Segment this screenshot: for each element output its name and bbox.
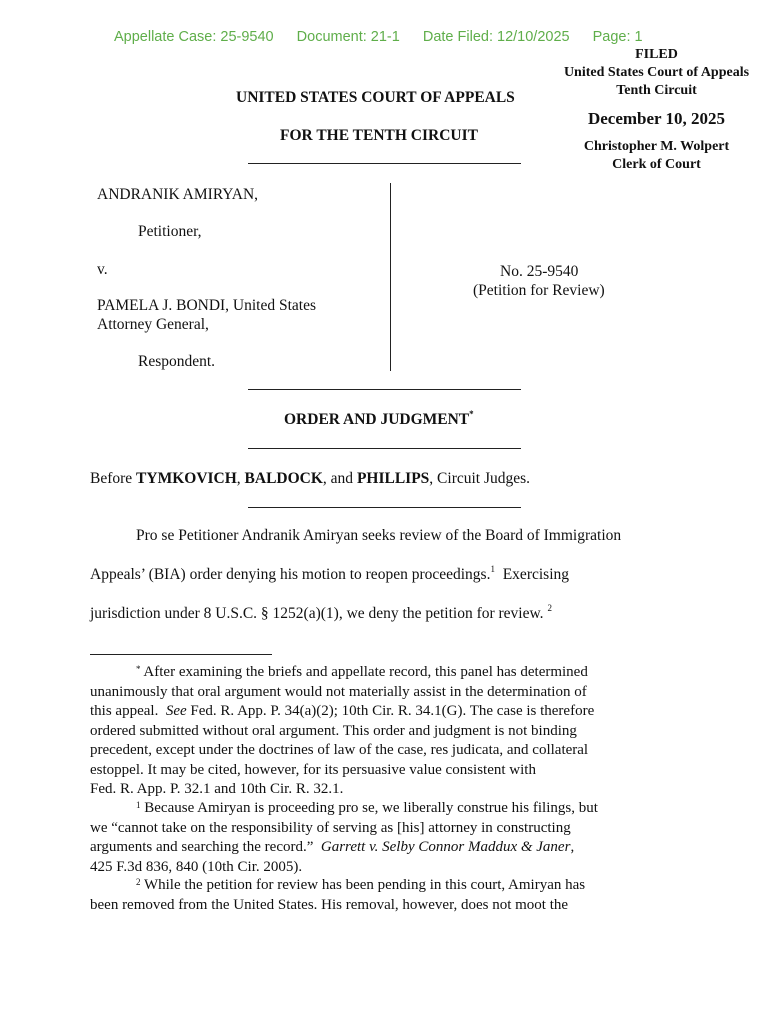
respondent-role: Respondent.: [138, 353, 216, 370]
body-line2-text: Appeals’ (BIA) order denying his motion to reopen proceedings.: [90, 566, 491, 583]
footnote-1: [90, 799, 598, 877]
filed-block: [549, 46, 764, 174]
footnote-star-see: See: [165, 703, 187, 719]
footnote-star-l3a: this appeal.: [90, 703, 166, 719]
case-number: No. 25-9540: [500, 263, 579, 280]
order-title: [284, 411, 474, 429]
footnote-star: [90, 663, 594, 800]
order-title-text: ORDER AND JUDGMENT: [284, 411, 470, 428]
footnote-1-l2: we “cannot take on the responsibility of serving as [his] attorney in constructing: [90, 819, 571, 836]
footnote-1-l3a: arguments and searching the record.”: [90, 839, 321, 855]
footnote-2-l2: been removed from the United States. His removal, however, does not moot the: [90, 896, 569, 913]
footnote-1-l1: Because Amiryan is proceeding pro se, we liberally construe his filings, but: [140, 800, 598, 816]
body-line3: [90, 605, 552, 623]
footnote-star-l1: After examining the briefs and appellate record, this panel has determined: [140, 664, 588, 680]
footnote-star-l3b: Fed. R. App. P. 34(a)(2); 10th Cir. R. 34.1(G). The case is therefore: [186, 703, 595, 719]
stamp-case: Appellate Case: 25-9540: [114, 29, 274, 45]
divider-top: [248, 163, 521, 164]
footnote-1-l3: [90, 838, 598, 858]
footnote-1-l3b: ,: [570, 839, 575, 855]
stamp-page: Page: 1: [592, 29, 643, 45]
footnote-separator: [90, 654, 272, 655]
court-name-line2: FOR THE TENTH CIRCUIT: [280, 127, 478, 144]
petitioner-name: ANDRANIK AMIRYAN,: [97, 186, 259, 203]
divider-order: [248, 448, 521, 449]
respondent-line1: PAMELA J. BONDI, United States: [97, 297, 317, 314]
versus: v.: [97, 261, 108, 278]
footnote-star-l4: ordered submitted without oral argument. This order and judgment is not binding: [90, 722, 577, 739]
stamp-document: Document: 21-1: [296, 29, 400, 45]
footnote-star-l2: unanimously that oral argument would not materially assist in the determination of: [90, 683, 587, 700]
filed-court: United States Court of Appeals: [563, 65, 750, 80]
court-name-line1: UNITED STATES COURT OF APPEALS: [236, 89, 515, 106]
footnote-2: [90, 876, 585, 915]
respondent-line2: Attorney General,: [97, 316, 209, 333]
footnote-ref-2: 2: [547, 603, 552, 613]
body-line3-text: jurisdiction under 8 U.S.C. § 1252(a)(1), we deny the petition for review.: [90, 605, 544, 622]
footnote-1-mark: 1: [136, 800, 141, 810]
judge-phillips: PHILLIPS: [356, 470, 430, 487]
footnote-star-l6: estoppel. It may be cited, however, for its persuasive value consistent with: [90, 761, 536, 778]
judge-baldock: BALDOCK: [244, 470, 323, 487]
panel-suffix: , Circuit Judges.: [429, 470, 531, 487]
filed-circuit: Tenth Circuit: [616, 83, 697, 98]
clerk-title: Clerk of Court: [612, 157, 701, 172]
filing-stamp: [114, 29, 662, 45]
panel-sep1: ,: [236, 470, 245, 487]
panel-prefix: Before: [90, 470, 137, 487]
body-line1: Pro se Petitioner Andranik Amiryan seeks review of the Board of Immigration: [136, 527, 622, 544]
footnote-ref-1: 1: [490, 564, 495, 574]
body-line2-tail: Exercising: [494, 566, 570, 583]
footnote-1-case-cite: Garrett v. Selby Connor Maddux & Janer: [320, 839, 571, 855]
filed-date: December 10, 2025: [587, 109, 726, 128]
caption-divider: [390, 183, 391, 371]
petitioner-role: Petitioner,: [138, 223, 202, 240]
order-title-footnote-mark: *: [469, 409, 474, 419]
case-type: (Petition for Review): [473, 282, 605, 299]
footnote-star-l5: precedent, except under the doctrines of law of the case, res judicata, and collateral: [90, 742, 589, 758]
footnote-2-l1: While the petition for review has been pending in this court, Amiryan has: [140, 877, 586, 893]
filed-label: FILED: [635, 47, 678, 62]
stamp-date-filed: Date Filed: 12/10/2025: [422, 29, 570, 45]
footnote-star-mark: *: [136, 664, 141, 674]
divider-caption: [248, 389, 521, 390]
panel-sep2: , and: [322, 470, 357, 487]
footnote-star-l7: Fed. R. App. P. 32.1 and 10th Cir. R. 32.1.: [90, 781, 344, 797]
divider-panel: [248, 507, 521, 508]
clerk-name: Christopher M. Wolpert: [583, 139, 730, 154]
judge-tymkovich: TYMKOVICH: [136, 470, 237, 487]
footnote-1-l4: 425 F.3d 836, 840 (10th Cir. 2005).: [90, 858, 303, 875]
footnote-star-l3: [90, 702, 594, 722]
footnote-2-mark: 2: [136, 877, 141, 887]
body-line2: [90, 566, 569, 584]
panel-line: [90, 470, 530, 488]
